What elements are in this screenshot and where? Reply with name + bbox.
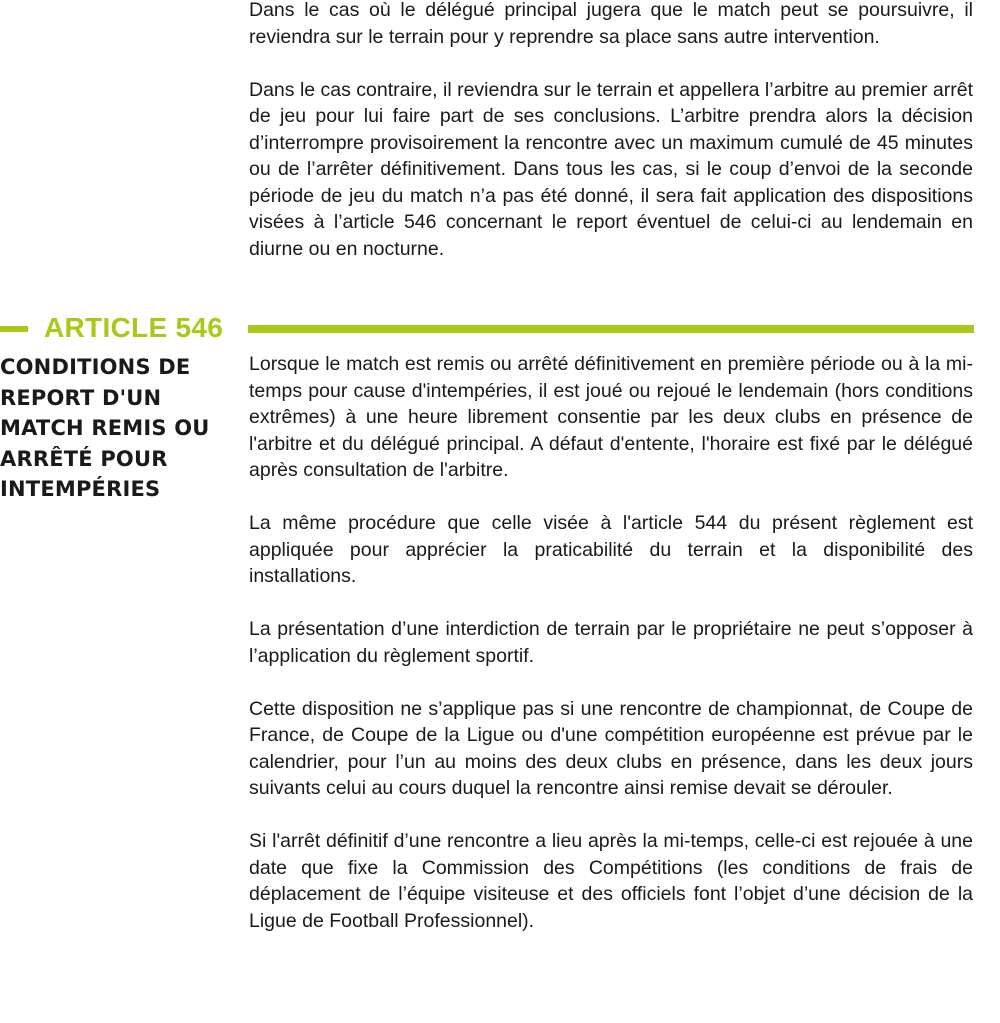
- body-paragraph: Lorsque le match est remis ou arrêté définitivement en première période ou à la mi-temps pour cause d'intempéries, il est joué ou rejoué le lendemain (hors conditions extrêmes) à une heure librement consentie par les deux clubs en présence de l'arbitre et du délégué principal. A défaut d'entente, l'horaire est fixé par le délégué après consultation de l'arbitre.: [249, 353, 973, 481]
- article-title: ARTICLE 546: [44, 312, 224, 343]
- body-paragraph: Si l'arrêt définitif d’une rencontre a lieu après la mi-temps, celle-ci est rejouée à une date que fixe la Commission des Compétitions (les conditions de frais de déplacement de l’équipe visiteuse et des officiels font l’objet d’une décision de la Ligue de Football Professionnel).: [249, 830, 973, 932]
- article-body: [249, 351, 973, 934]
- accent-bar-left: [0, 326, 28, 332]
- body-paragraph: La présentation d’une interdiction de terrain par le propriétaire ne peut s’opposer à l’application du règlement sportif.: [249, 618, 973, 667]
- previous-article-continuation: [249, 0, 973, 262]
- article-header: [0, 310, 1000, 350]
- subtitle-line: MATCH REMIS OU: [0, 416, 210, 440]
- body-paragraph: Dans le cas contraire, il reviendra sur le terrain et appellera l’arbitre au premier arrêt de jeu pour lui faire part de ses conclusions. L’arbitre prendra alors la décision d’interrompre provisoirement la rencontre avec un maximum cumulé de 45 minutes ou de l’arrêter définitivement. Dans tous les cas, si le coup d’envoi de la seconde période de jeu du match n’a pas été donné, il sera fait application des dispositions visées à l’article 546 concernant le report éventuel de celui-ci au lendemain en diurne ou en nocturne.: [249, 78, 973, 260]
- subtitle-line: REPORT D'UN: [0, 385, 162, 410]
- accent-bar-right: [248, 325, 974, 333]
- subtitle-line: INTEMPÉRIES: [0, 477, 161, 501]
- body-paragraph: Dans le cas où le délégué principal jugera que le match peut se poursuivre, il reviendra sur le terrain pour y reprendre sa place sans autre intervention.: [249, 0, 973, 48]
- subtitle-line: CONDITIONS DE: [0, 355, 191, 379]
- subtitle-line: ARRÊTÉ POUR: [0, 446, 168, 471]
- article-subtitle: [0, 352, 240, 505]
- body-paragraph: Cette disposition ne s’applique pas si une rencontre de championnat, de Coupe de France, de Coupe de la Ligue ou d'une compétition européenne est prévue par le calendrier, pour l’un au moins des deux clubs en présence, dans les deux jours suivants celui au cours duquel la rencontre ainsi remise devait se dérouler.: [249, 697, 973, 799]
- body-paragraph: La même procédure que celle visée à l'article 544 du présent règlement est appliquée pour apprécier la praticabilité du terrain et la disponibilité des installations.: [249, 512, 973, 587]
